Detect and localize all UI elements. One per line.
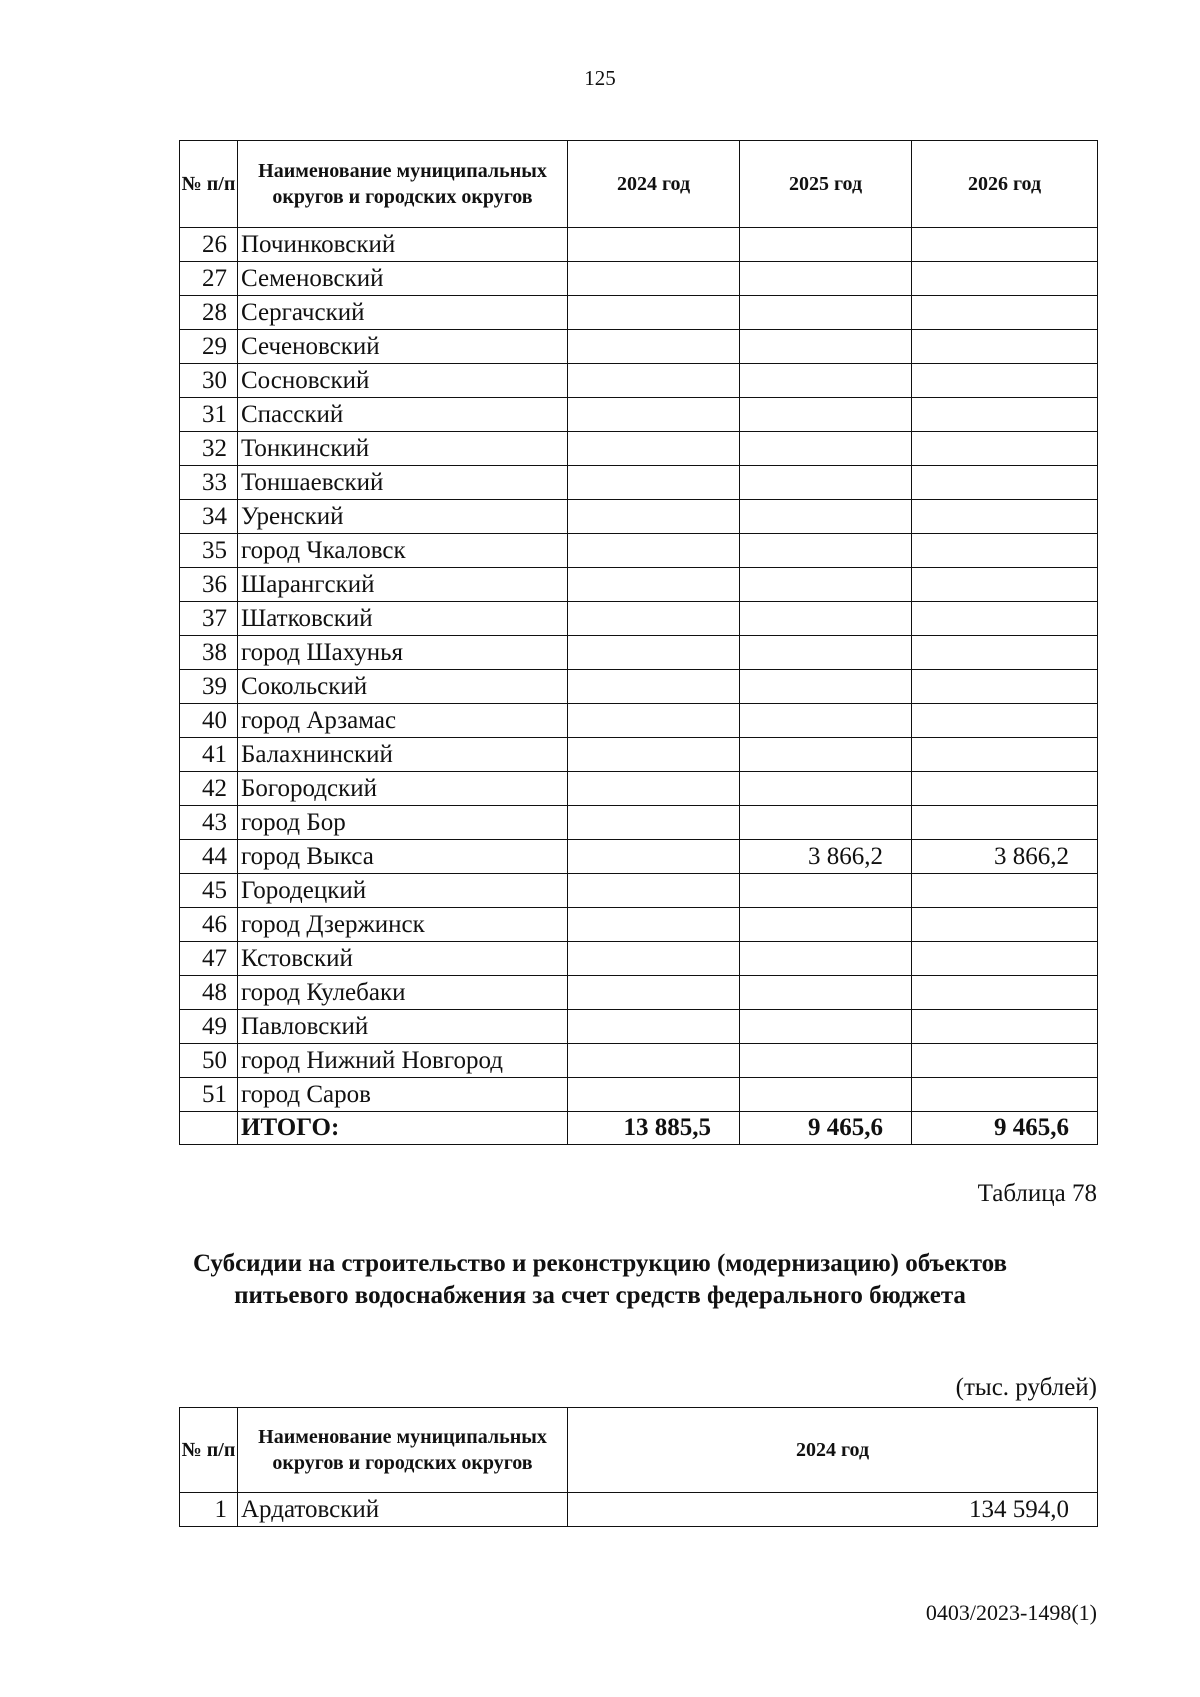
row-number: 49 [180, 1010, 238, 1044]
value-2026 [912, 568, 1098, 602]
header-name: Наименование муниципальных округов и городских округов [238, 1408, 568, 1493]
total-2025: 9 465,6 [740, 1112, 912, 1145]
row-number: 41 [180, 738, 238, 772]
value-2026 [912, 1010, 1098, 1044]
value-2025 [740, 534, 912, 568]
header-2026: 2026 год [912, 141, 1098, 228]
value-2026 [912, 296, 1098, 330]
value-2026 [912, 262, 1098, 296]
municipality-name: город Саров [238, 1078, 568, 1112]
value-2025 [740, 568, 912, 602]
row-number: 51 [180, 1078, 238, 1112]
value-2026 [912, 806, 1098, 840]
value-2024 [568, 602, 740, 636]
municipality-name: Павловский [238, 1010, 568, 1044]
municipality-name: город Кулебаки [238, 976, 568, 1010]
value-2025 [740, 432, 912, 466]
table-row [180, 568, 1098, 602]
value-2025 [740, 636, 912, 670]
municipality-name: Шатковский [238, 602, 568, 636]
header-2024: 2024 год [568, 1408, 1098, 1493]
value-2025 [740, 874, 912, 908]
value-2026 [912, 432, 1098, 466]
value-2025 [740, 670, 912, 704]
value-2024 [568, 432, 740, 466]
table-row [180, 534, 1098, 568]
value-2026 [912, 772, 1098, 806]
municipality-name: Семеновский [238, 262, 568, 296]
municipality-name: Богородский [238, 772, 568, 806]
value-2025 [740, 942, 912, 976]
municipality-name: город Дзержинск [238, 908, 568, 942]
value-2025 [740, 602, 912, 636]
value-2025 [740, 704, 912, 738]
value-2025: 3 866,2 [740, 840, 912, 874]
value-2024 [568, 500, 740, 534]
table-row [180, 296, 1098, 330]
value-2025 [740, 1078, 912, 1112]
row-number: 34 [180, 500, 238, 534]
table-row [180, 1078, 1098, 1112]
table-row [180, 738, 1098, 772]
value-2024: 134 594,0 [568, 1493, 1098, 1527]
municipality-name: Сеченовский [238, 330, 568, 364]
value-2026 [912, 976, 1098, 1010]
table-row [180, 806, 1098, 840]
table-header-row [180, 1408, 1098, 1493]
total-2024: 13 885,5 [568, 1112, 740, 1145]
value-2024 [568, 568, 740, 602]
row-number: 29 [180, 330, 238, 364]
total-number-cell [180, 1112, 238, 1145]
row-number: 40 [180, 704, 238, 738]
value-2024 [568, 398, 740, 432]
table-row [180, 1493, 1098, 1527]
value-2025 [740, 364, 912, 398]
units-label: (тыс. рублей) [955, 1374, 1097, 1401]
value-2025 [740, 738, 912, 772]
value-2026 [912, 602, 1098, 636]
value-2026 [912, 398, 1098, 432]
table-row [180, 364, 1098, 398]
value-2025 [740, 398, 912, 432]
value-2024 [568, 738, 740, 772]
table-row [180, 908, 1098, 942]
value-2025 [740, 228, 912, 262]
table-row [180, 262, 1098, 296]
value-2026 [912, 466, 1098, 500]
header-number: № п/п [180, 141, 238, 228]
value-2026 [912, 636, 1098, 670]
municipality-name: Тонкинский [238, 432, 568, 466]
row-number: 27 [180, 262, 238, 296]
municipality-name: Сокольский [238, 670, 568, 704]
header-2024: 2024 год [568, 141, 740, 228]
value-2024 [568, 806, 740, 840]
row-number: 32 [180, 432, 238, 466]
municipality-name: город Бор [238, 806, 568, 840]
value-2024 [568, 636, 740, 670]
table-row [180, 840, 1098, 874]
value-2026 [912, 738, 1098, 772]
municipality-name: Тоншаевский [238, 466, 568, 500]
table-label: Таблица 78 [977, 1180, 1097, 1207]
municipality-name: город Выкса [238, 840, 568, 874]
value-2026 [912, 704, 1098, 738]
row-number: 1 [180, 1493, 238, 1527]
value-2025 [740, 296, 912, 330]
value-2025 [740, 772, 912, 806]
table-row [180, 874, 1098, 908]
value-2025 [740, 1044, 912, 1078]
value-2024 [568, 534, 740, 568]
row-number: 47 [180, 942, 238, 976]
municipality-name: Шарангский [238, 568, 568, 602]
municipality-name: Сосновский [238, 364, 568, 398]
header-2025: 2025 год [740, 141, 912, 228]
value-2024 [568, 466, 740, 500]
row-number: 37 [180, 602, 238, 636]
water-supply-subsidy-table [179, 1407, 1098, 1527]
value-2026 [912, 364, 1098, 398]
row-number: 45 [180, 874, 238, 908]
row-number: 38 [180, 636, 238, 670]
value-2026 [912, 1078, 1098, 1112]
value-2024 [568, 704, 740, 738]
value-2026 [912, 1044, 1098, 1078]
value-2024 [568, 840, 740, 874]
municipality-name: Спасский [238, 398, 568, 432]
table-row [180, 398, 1098, 432]
value-2024 [568, 296, 740, 330]
municipality-name: Починковский [238, 228, 568, 262]
row-number: 39 [180, 670, 238, 704]
row-number: 36 [180, 568, 238, 602]
row-number: 26 [180, 228, 238, 262]
municipality-name: Кстовский [238, 942, 568, 976]
value-2024 [568, 874, 740, 908]
header-number: № п/п [180, 1408, 238, 1493]
value-2025 [740, 806, 912, 840]
value-2025 [740, 500, 912, 534]
value-2024 [568, 908, 740, 942]
table-row [180, 466, 1098, 500]
total-label: ИТОГО: [238, 1112, 568, 1145]
value-2024 [568, 942, 740, 976]
municipality-name: город Арзамас [238, 704, 568, 738]
row-number: 46 [180, 908, 238, 942]
value-2024 [568, 364, 740, 398]
value-2024 [568, 772, 740, 806]
value-2026: 3 866,2 [912, 840, 1098, 874]
value-2024 [568, 1010, 740, 1044]
row-number: 50 [180, 1044, 238, 1078]
value-2024 [568, 976, 740, 1010]
row-number: 30 [180, 364, 238, 398]
page-number: 125 [584, 66, 616, 90]
value-2026 [912, 874, 1098, 908]
municipality-name: Ардатовский [238, 1493, 568, 1527]
subsidy-table-continued [179, 140, 1098, 1145]
row-number: 44 [180, 840, 238, 874]
total-2026: 9 465,6 [912, 1112, 1098, 1145]
table-row [180, 330, 1098, 364]
table-title: Субсидии на строительство и реконструкцию (модернизацию) объектов питьевого водоснабжения за счет средств федерального бюджета [192, 1250, 1008, 1309]
value-2024 [568, 330, 740, 364]
row-number: 48 [180, 976, 238, 1010]
municipality-name: город Шахунья [238, 636, 568, 670]
row-number: 42 [180, 772, 238, 806]
value-2026 [912, 942, 1098, 976]
value-2025 [740, 466, 912, 500]
value-2025 [740, 976, 912, 1010]
municipality-name: Сергачский [238, 296, 568, 330]
row-number: 31 [180, 398, 238, 432]
value-2024 [568, 670, 740, 704]
value-2025 [740, 908, 912, 942]
row-number: 43 [180, 806, 238, 840]
value-2026 [912, 330, 1098, 364]
table-row [180, 976, 1098, 1010]
table-row [180, 500, 1098, 534]
table-row [180, 704, 1098, 738]
value-2024 [568, 262, 740, 296]
value-2024 [568, 228, 740, 262]
header-name: Наименование муниципальных округов и городских округов [238, 141, 568, 228]
value-2026 [912, 534, 1098, 568]
value-2026 [912, 670, 1098, 704]
table-row [180, 228, 1098, 262]
table-row [180, 1044, 1098, 1078]
row-number: 28 [180, 296, 238, 330]
row-number: 33 [180, 466, 238, 500]
value-2026 [912, 908, 1098, 942]
municipality-name: Уренский [238, 500, 568, 534]
municipality-name: Городецкий [238, 874, 568, 908]
municipality-name: город Чкаловск [238, 534, 568, 568]
value-2024 [568, 1078, 740, 1112]
table-row [180, 432, 1098, 466]
table-row [180, 602, 1098, 636]
municipality-name: Балахнинский [238, 738, 568, 772]
municipality-name: город Нижний Новгород [238, 1044, 568, 1078]
value-2024 [568, 1044, 740, 1078]
table-row [180, 942, 1098, 976]
value-2026 [912, 228, 1098, 262]
table-row [180, 1010, 1098, 1044]
table-row [180, 670, 1098, 704]
table-header-row [180, 141, 1098, 228]
table-row [180, 772, 1098, 806]
table-row [180, 636, 1098, 670]
value-2025 [740, 330, 912, 364]
value-2025 [740, 1010, 912, 1044]
value-2026 [912, 500, 1098, 534]
value-2025 [740, 262, 912, 296]
total-row [180, 1112, 1098, 1145]
row-number: 35 [180, 534, 238, 568]
document-code: 0403/2023-1498(1) [925, 1600, 1097, 1625]
